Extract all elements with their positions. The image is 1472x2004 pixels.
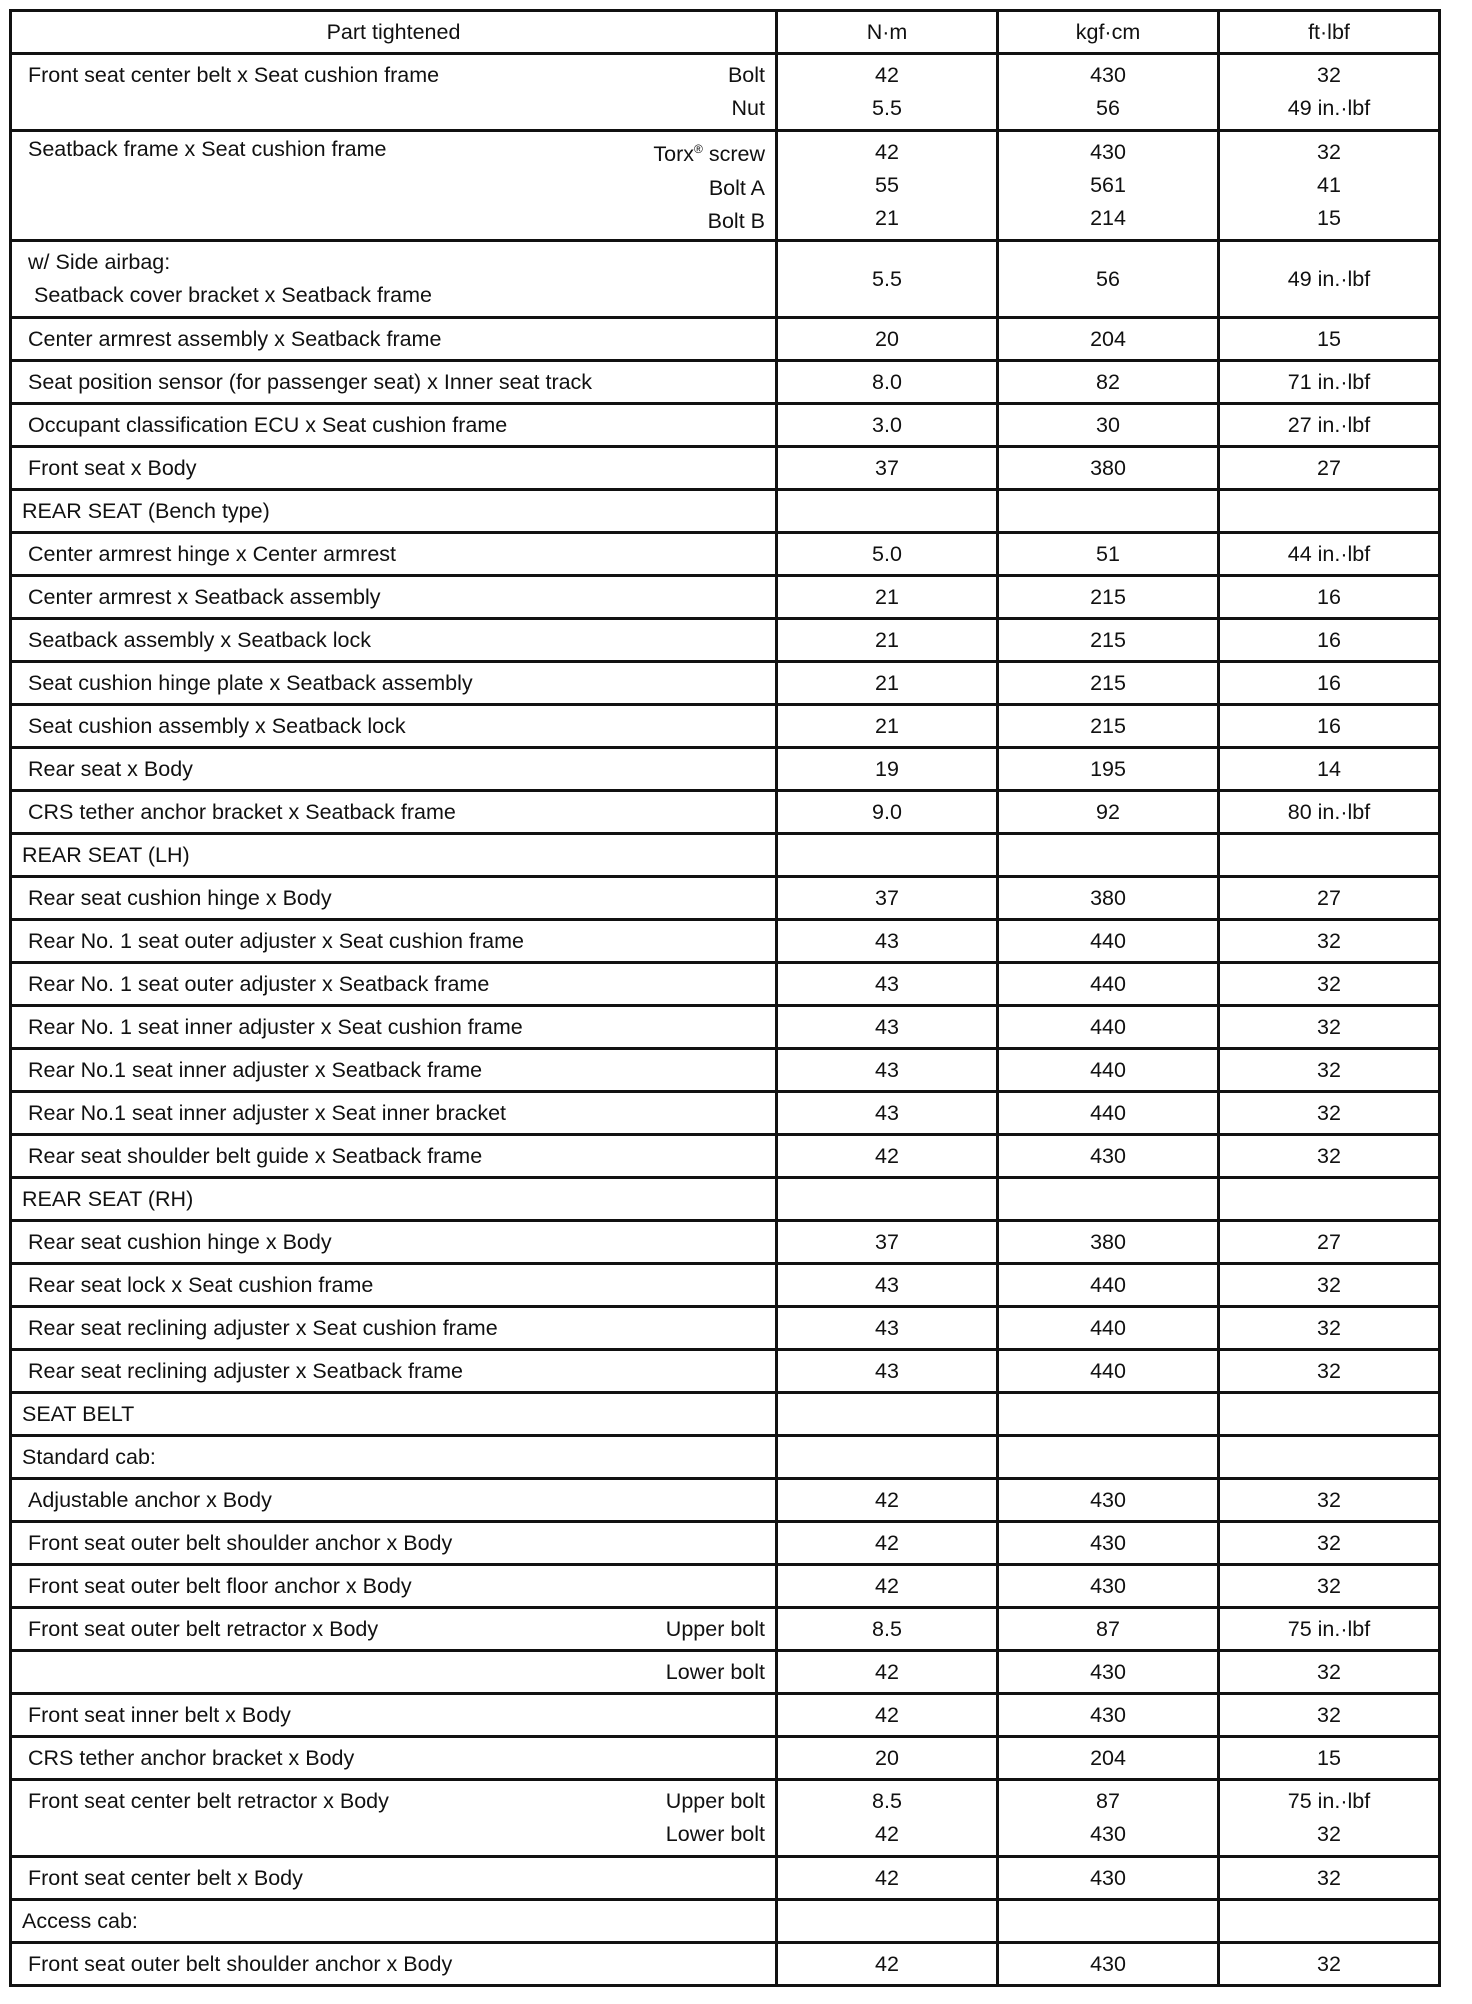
part-label: Seatback frame x Seat cushion frame <box>28 137 387 162</box>
nm-value: 21 <box>778 620 999 660</box>
empty-cell <box>778 835 999 875</box>
nm-value: 3.0 <box>778 405 999 445</box>
table-row <box>12 1262 1438 1305</box>
nm-value: 55 <box>875 173 899 197</box>
nm-cell <box>778 1781 999 1855</box>
section-title: SEAT BELT <box>12 1394 778 1434</box>
empty-cell <box>999 1901 1220 1941</box>
ft-value: 16 <box>1317 584 1341 609</box>
table-row <box>12 1606 1438 1649</box>
nm-value: 43 <box>778 1050 999 1090</box>
part-cell <box>12 1858 778 1898</box>
part-cell <box>12 1136 778 1176</box>
part-label: Front seat outer belt shoulder anchor x Body <box>28 1951 453 1976</box>
table-row <box>12 52 1438 129</box>
part-cell <box>12 1351 778 1391</box>
kgf-value: 51 <box>999 534 1220 574</box>
fastener-label: Upper bolt <box>665 1616 765 1641</box>
header-kgf-cm: kgf·cm <box>999 12 1220 52</box>
part-cell <box>12 55 778 129</box>
nm-value: 42 <box>778 1944 999 1984</box>
empty-cell <box>1220 1437 1438 1477</box>
kgf-value: 380 <box>999 878 1220 918</box>
part-label: Rear seat x Body <box>28 756 193 781</box>
nm-value: 5.5 <box>872 96 902 120</box>
table-row <box>12 961 1438 1004</box>
empty-cell <box>999 1394 1220 1434</box>
part-label: Center armrest hinge x Center armrest <box>28 541 397 566</box>
empty-cell <box>1220 1179 1438 1219</box>
nm-value: 8.5 <box>778 1609 999 1649</box>
kgf-value: 87 <box>1096 1789 1120 1813</box>
ft-value: 32 <box>1317 1951 1341 1976</box>
part-cell <box>12 1652 778 1692</box>
table-row <box>12 703 1438 746</box>
nm-value: 37 <box>778 448 999 488</box>
nm-value: 43 <box>778 1308 999 1348</box>
empty-cell <box>1220 1394 1438 1434</box>
ft-value: 44 in.·lbf <box>1287 541 1371 566</box>
ft-value: 32 <box>1317 928 1341 953</box>
part-label: w/ Side airbag: <box>28 250 171 274</box>
table-row <box>12 316 1438 359</box>
nm-value: 43 <box>778 1007 999 1047</box>
torque-spec-table <box>9 9 1441 1987</box>
nm-value: 37 <box>778 878 999 918</box>
nm-value: 43 <box>778 964 999 1004</box>
ft-value: 32 <box>1317 1822 1341 1846</box>
nm-value: 43 <box>778 1093 999 1133</box>
ft-value: 27 <box>1317 1229 1341 1254</box>
table-row <box>12 531 1438 574</box>
table-row <box>12 1219 1438 1262</box>
nm-value: 21 <box>875 206 899 230</box>
part-label: Rear No.1 seat inner adjuster x Seatback frame <box>28 1057 483 1082</box>
nm-value: 42 <box>875 140 899 164</box>
ft-value: 16 <box>1317 627 1341 652</box>
ft-value: 32 <box>1317 1865 1341 1890</box>
ft-value: 32 <box>1317 1100 1341 1125</box>
empty-cell <box>1220 1901 1438 1941</box>
nm-value: 42 <box>875 63 899 87</box>
part-cell <box>12 1480 778 1520</box>
part-label: Seat cushion assembly x Seatback lock <box>28 713 406 738</box>
ft-value: 14 <box>1317 756 1341 781</box>
part-label: Center armrest assembly x Seatback frame <box>28 326 442 351</box>
part-label: Rear seat cushion hinge x Body <box>28 885 332 910</box>
table-row <box>12 1004 1438 1047</box>
nm-value: 42 <box>875 1822 899 1846</box>
kgf-value: 204 <box>999 319 1220 359</box>
kgf-value: 430 <box>999 1566 1220 1606</box>
ft-value: 15 <box>1317 326 1341 351</box>
header-part-tightened: Part tightened <box>12 12 778 52</box>
part-label: Front seat inner belt x Body <box>28 1702 291 1727</box>
kgf-value: 56 <box>1096 96 1120 120</box>
kgf-value: 430 <box>999 1944 1220 1984</box>
table-row <box>12 1047 1438 1090</box>
kgf-value: 56 <box>999 242 1220 316</box>
part-cell <box>12 1609 778 1649</box>
empty-cell <box>778 1901 999 1941</box>
part-cell <box>12 448 778 488</box>
section-row <box>12 832 1438 875</box>
table-row <box>12 129 1438 239</box>
part-cell <box>12 577 778 617</box>
part-label: Rear No. 1 seat outer adjuster x Seatback frame <box>28 971 490 996</box>
ft-value: 75 in.·lbf <box>1287 1616 1371 1641</box>
ft-value: 32 <box>1317 1659 1341 1684</box>
nm-value: 42 <box>778 1652 999 1692</box>
table-row <box>12 445 1438 488</box>
kgf-value: 440 <box>999 964 1220 1004</box>
nm-value: 42 <box>778 1695 999 1735</box>
kgf-value: 215 <box>999 577 1220 617</box>
kgf-value: 195 <box>999 749 1220 789</box>
kgf-value: 430 <box>999 1695 1220 1735</box>
kgf-value: 440 <box>999 1351 1220 1391</box>
nm-value: 42 <box>778 1566 999 1606</box>
section-row <box>12 1391 1438 1434</box>
kgf-value: 430 <box>999 1523 1220 1563</box>
section-row <box>12 1176 1438 1219</box>
ft-value: 32 <box>1317 63 1341 87</box>
table-row <box>12 918 1438 961</box>
ft-value: 41 <box>1317 173 1341 197</box>
fastener-label: Nut <box>731 96 765 120</box>
kgf-cell <box>999 132 1220 239</box>
ft-value: 32 <box>1317 1487 1341 1512</box>
kgf-value: 380 <box>999 1222 1220 1262</box>
ft-value: 75 in.·lbf <box>1287 1789 1371 1813</box>
part-cell <box>12 878 778 918</box>
part-cell <box>12 1308 778 1348</box>
kgf-value: 440 <box>999 1050 1220 1090</box>
ft-value: 32 <box>1317 1573 1341 1598</box>
ft-value: 27 <box>1317 885 1341 910</box>
part-label: Seat position sensor (for passenger seat) x Inner seat track <box>28 369 593 394</box>
section-title: REAR SEAT (LH) <box>12 835 778 875</box>
empty-cell <box>999 1179 1220 1219</box>
part-cell <box>12 663 778 703</box>
header-nm: N·m <box>778 12 999 52</box>
fastener-label: Bolt B <box>707 208 765 233</box>
ft-value: 15 <box>1317 206 1341 230</box>
table-row <box>12 1941 1438 1984</box>
kgf-value: 430 <box>1090 140 1126 164</box>
part-label: CRS tether anchor bracket x Body <box>28 1745 355 1770</box>
table-row <box>12 617 1438 660</box>
part-cell <box>12 1566 778 1606</box>
nm-value: 20 <box>778 1738 999 1778</box>
ft-value: 16 <box>1317 713 1341 738</box>
ft-value: 49 in.·lbf <box>1287 266 1371 291</box>
part-label-line2: Seatback cover bracket x Seatback frame <box>34 283 432 307</box>
part-cell <box>12 534 778 574</box>
table-row <box>12 1348 1438 1391</box>
table-header-row <box>12 12 1438 52</box>
nm-value: 37 <box>778 1222 999 1262</box>
part-label: Rear seat reclining adjuster x Seatback frame <box>28 1358 463 1383</box>
fastener-label: Bolt <box>727 63 765 87</box>
part-label: Front seat center belt retractor x Body <box>28 1789 389 1813</box>
part-cell <box>12 1265 778 1305</box>
kgf-value: 82 <box>999 362 1220 402</box>
part-cell <box>12 132 778 239</box>
part-label: Occupant classification ECU x Seat cushion frame <box>28 412 508 437</box>
nm-value: 42 <box>778 1136 999 1176</box>
part-cell <box>12 749 778 789</box>
nm-cell <box>778 55 999 129</box>
part-cell <box>12 242 778 316</box>
part-cell <box>12 1695 778 1735</box>
kgf-value: 440 <box>999 1308 1220 1348</box>
nm-value: 43 <box>778 921 999 961</box>
table-row <box>12 239 1438 316</box>
ft-value: 71 in.·lbf <box>1287 369 1371 394</box>
nm-value: 21 <box>778 706 999 746</box>
kgf-value: 215 <box>999 706 1220 746</box>
part-cell <box>12 1093 778 1133</box>
kgf-cell <box>999 55 1220 129</box>
ft-value: 32 <box>1317 1057 1341 1082</box>
part-cell <box>12 1944 778 1984</box>
part-label: Center armrest x Seatback assembly <box>28 584 381 609</box>
part-label: Front seat outer belt retractor x Body <box>28 1616 379 1641</box>
table-row <box>12 660 1438 703</box>
part-label: Seatback assembly x Seatback lock <box>28 627 371 652</box>
nm-value: 9.0 <box>778 792 999 832</box>
ft-cell <box>1220 55 1438 129</box>
ft-cell <box>1220 1781 1438 1855</box>
kgf-value: 215 <box>999 663 1220 703</box>
section-title: Access cab: <box>12 1901 778 1941</box>
kgf-value: 92 <box>999 792 1220 832</box>
table-row <box>12 1692 1438 1735</box>
kgf-value: 561 <box>1090 173 1126 197</box>
table-row <box>12 1090 1438 1133</box>
table-row <box>12 359 1438 402</box>
fastener-label: Lower bolt <box>665 1659 765 1684</box>
empty-cell <box>1220 491 1438 531</box>
table-row <box>12 402 1438 445</box>
nm-value: 20 <box>778 319 999 359</box>
nm-value: 8.5 <box>872 1789 902 1813</box>
kgf-value: 204 <box>999 1738 1220 1778</box>
part-cell <box>12 319 778 359</box>
nm-value: 42 <box>778 1523 999 1563</box>
fastener-label: Bolt A <box>708 175 765 200</box>
nm-cell <box>778 132 999 239</box>
kgf-cell <box>999 1781 1220 1855</box>
ft-value: 27 <box>1317 455 1341 480</box>
ft-value: 32 <box>1317 140 1341 164</box>
fastener-label: Upper bolt <box>665 1789 765 1813</box>
ft-value: 27 in.·lbf <box>1287 412 1371 437</box>
empty-cell <box>999 491 1220 531</box>
table-row <box>12 1520 1438 1563</box>
part-cell <box>12 1781 778 1855</box>
nm-value: 21 <box>778 577 999 617</box>
kgf-value: 87 <box>999 1609 1220 1649</box>
part-cell <box>12 921 778 961</box>
table-row <box>12 789 1438 832</box>
ft-value: 32 <box>1317 1014 1341 1039</box>
ft-value: 15 <box>1317 1745 1341 1770</box>
section-title: REAR SEAT (Bench type) <box>12 491 778 531</box>
part-cell <box>12 1222 778 1262</box>
table-row <box>12 1649 1438 1692</box>
part-label: Rear seat cushion hinge x Body <box>28 1229 332 1254</box>
kgf-value: 440 <box>999 1007 1220 1047</box>
kgf-value: 440 <box>999 1093 1220 1133</box>
nm-value: 5.0 <box>778 534 999 574</box>
section-row <box>12 1898 1438 1941</box>
nm-value: 21 <box>778 663 999 703</box>
table-row <box>12 1778 1438 1855</box>
kgf-value: 430 <box>999 1136 1220 1176</box>
part-cell <box>12 706 778 746</box>
ft-value: 32 <box>1317 1530 1341 1555</box>
table-row <box>12 1563 1438 1606</box>
ft-value: 32 <box>1317 1702 1341 1727</box>
table-row <box>12 1855 1438 1898</box>
nm-value: 42 <box>778 1480 999 1520</box>
kgf-value: 30 <box>999 405 1220 445</box>
part-cell <box>12 1050 778 1090</box>
part-cell <box>12 1523 778 1563</box>
part-label: Front seat center belt x Seat cushion frame <box>28 63 440 87</box>
section-row <box>12 1434 1438 1477</box>
table-row <box>12 1305 1438 1348</box>
ft-value: 32 <box>1317 1358 1341 1383</box>
table-row <box>12 746 1438 789</box>
part-label: Rear No.1 seat inner adjuster x Seat inner bracket <box>28 1100 507 1125</box>
empty-cell <box>999 835 1220 875</box>
ft-value: 80 in.·lbf <box>1287 799 1371 824</box>
header-ft-lbf: ft·lbf <box>1308 19 1350 44</box>
table-row <box>12 1735 1438 1778</box>
kgf-value: 214 <box>1090 206 1126 230</box>
part-cell <box>12 792 778 832</box>
section-row <box>12 488 1438 531</box>
nm-value: 19 <box>778 749 999 789</box>
part-cell <box>12 362 778 402</box>
kgf-value: 440 <box>999 921 1220 961</box>
table-row <box>12 1133 1438 1176</box>
nm-value: 42 <box>778 1858 999 1898</box>
part-label: Rear seat shoulder belt guide x Seatback frame <box>28 1143 483 1168</box>
fastener-label: Torx® screw <box>653 142 765 167</box>
kgf-value: 440 <box>999 1265 1220 1305</box>
empty-cell <box>778 1394 999 1434</box>
kgf-value: 215 <box>999 620 1220 660</box>
ft-value: 16 <box>1317 670 1341 695</box>
part-label: Rear No. 1 seat outer adjuster x Seat cushion frame <box>28 928 524 953</box>
table-row <box>12 1477 1438 1520</box>
part-label: Rear seat reclining adjuster x Seat cushion frame <box>28 1315 498 1340</box>
part-cell <box>12 620 778 660</box>
nm-value: 8.0 <box>778 362 999 402</box>
fastener-label: Lower bolt <box>665 1822 765 1846</box>
empty-cell <box>778 491 999 531</box>
empty-cell <box>1220 835 1438 875</box>
part-label: Front seat outer belt floor anchor x Body <box>28 1573 412 1598</box>
kgf-value: 430 <box>1090 63 1126 87</box>
kgf-value: 430 <box>999 1652 1220 1692</box>
part-cell <box>12 1007 778 1047</box>
kgf-value: 430 <box>999 1858 1220 1898</box>
part-label: Adjustable anchor x Body <box>28 1487 272 1512</box>
table-row <box>12 875 1438 918</box>
nm-value: 5.5 <box>778 242 999 316</box>
section-title: Standard cab: <box>12 1437 778 1477</box>
ft-value: 49 in.·lbf <box>1287 96 1371 120</box>
ft-cell <box>1220 132 1438 239</box>
kgf-value: 430 <box>1090 1822 1126 1846</box>
part-cell <box>12 1738 778 1778</box>
part-label: Rear No. 1 seat inner adjuster x Seat cushion frame <box>28 1014 523 1039</box>
ft-value: 32 <box>1317 1272 1341 1297</box>
part-label: CRS tether anchor bracket x Seatback frame <box>28 799 456 824</box>
part-label: Front seat outer belt shoulder anchor x Body <box>28 1530 453 1555</box>
ft-value: 32 <box>1317 971 1341 996</box>
part-label: Seat cushion hinge plate x Seatback assembly <box>28 670 473 695</box>
nm-value: 43 <box>778 1351 999 1391</box>
part-cell <box>12 964 778 1004</box>
part-label: Front seat center belt x Body <box>28 1865 303 1890</box>
kgf-value: 430 <box>999 1480 1220 1520</box>
part-label: Rear seat lock x Seat cushion frame <box>28 1272 374 1297</box>
nm-value: 43 <box>778 1265 999 1305</box>
ft-value: 32 <box>1317 1315 1341 1340</box>
ft-value: 32 <box>1317 1143 1341 1168</box>
part-cell <box>12 405 778 445</box>
table-row <box>12 574 1438 617</box>
empty-cell <box>778 1179 999 1219</box>
section-title: REAR SEAT (RH) <box>12 1179 778 1219</box>
empty-cell <box>778 1437 999 1477</box>
empty-cell <box>999 1437 1220 1477</box>
part-label: Front seat x Body <box>28 455 197 480</box>
part-label <box>28 1660 666 1685</box>
kgf-value: 380 <box>999 448 1220 488</box>
